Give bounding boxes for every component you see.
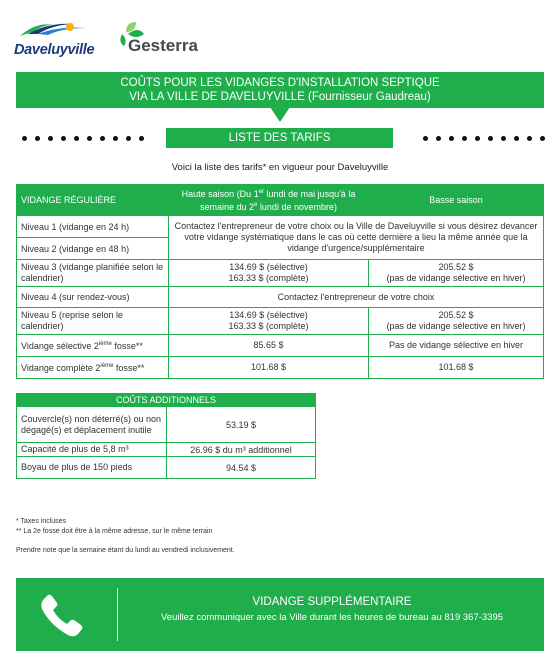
- row-label-niveau-5: Niveau 5 (reprise selon le calendrier): [17, 308, 169, 335]
- table-row: [17, 357, 544, 379]
- row-label-niveau-1: Niveau 1 (vidange en 24 h): [17, 216, 169, 238]
- table-row: [17, 335, 544, 357]
- table-row: [17, 308, 544, 335]
- footer-contact-text: Veuillez communiquer avec la Ville durant les heures de bureau au 819 367-3395: [160, 612, 504, 623]
- header-logos: [14, 14, 198, 58]
- table-row: [17, 216, 544, 238]
- additional-label: Couvercle(s) non déterré(s) ou non dégagé(s) et déplacement inutile: [17, 407, 167, 443]
- daveluyville-logo-icon: [18, 18, 88, 40]
- footer-banner: [16, 578, 544, 651]
- dots-right: [423, 136, 545, 142]
- footnotes: [16, 517, 212, 537]
- row-label-niveau-4: Niveau 4 (sur rendez-vous): [17, 287, 169, 308]
- intro-text: Voici la liste des tarifs* en vigueur pour Daveluyville: [171, 162, 389, 173]
- row-label-complete: Vidange complète 2ième fosse**: [17, 357, 169, 379]
- daveluyville-wordmark: Daveluyville: [14, 42, 95, 58]
- banner-arrow: [270, 107, 290, 122]
- footer-title: VIDANGE SUPPLÉMENTAIRE: [252, 596, 412, 608]
- banner-line-2: [16, 90, 544, 104]
- row-label-niveau-3: Niveau 3 (vidange planifiée selon le calendrier): [17, 260, 169, 287]
- footnote-taxes: * Taxes incluses: [16, 518, 67, 525]
- gesterra-wordmark: Gesterra: [128, 36, 198, 55]
- niveau-5-basse-saison: 205.52 $ (pas de vidange sélective en hiver): [369, 308, 544, 335]
- selective-haute-saison: 85.65 $: [169, 335, 369, 357]
- footer-separator: [117, 588, 118, 641]
- phone-icon: [38, 593, 88, 639]
- table-row: [17, 457, 316, 479]
- additional-value: 53.19 $: [167, 407, 316, 443]
- additional-value: 94.54 $: [167, 457, 316, 479]
- additional-label: Boyau de plus de 150 pieds: [17, 457, 167, 479]
- banner-line-2-main: VIA LA VILLE DE DAVELUYVILLE: [129, 91, 305, 103]
- additional-value: 26.96 $ du m³ additionnel: [167, 443, 316, 457]
- niveau-3-basse-saison: 205.52 $ (pas de vidange sélective en hiver): [369, 260, 544, 287]
- table-row: [17, 407, 316, 443]
- additional-costs-table: [16, 393, 316, 479]
- row-label-selective: Vidange sélective 2ième fosse**: [17, 335, 169, 357]
- selective-basse-saison: Pas de vidange sélective en hiver: [369, 335, 544, 357]
- banner-line-2-supplier: (Fournisseur Gaudreau): [308, 91, 431, 103]
- daveluyville-logo: [14, 18, 104, 58]
- title-banner: [16, 72, 544, 108]
- tarifs-table: [16, 184, 544, 379]
- footnote-second-tank: ** La 2e fosse doit être à la même adresse, sur le même terrain: [16, 528, 213, 535]
- additional-costs-title: COÛTS ADDITIONNELS: [17, 394, 316, 407]
- footnote-week: Prendre note que la semaine étant du lundi au vendredi inclusivement.: [16, 547, 235, 554]
- header-haute-saison: Haute saison (Du 1er lundi de mai jusqu'à la semaine du 2e lundi de novembre): [169, 185, 369, 216]
- table-row: [17, 260, 544, 287]
- table-header-row: [17, 185, 544, 216]
- header-vidange-reguliere: VIDANGE RÉGULIÈRE: [17, 185, 169, 216]
- header-basse-saison: Basse saison: [369, 185, 544, 216]
- niveau-4-info: Contactez l'entrepreneur de votre choix: [169, 287, 544, 308]
- complete-haute-saison: 101.68 $: [169, 357, 369, 379]
- complete-basse-saison: 101.68 $: [369, 357, 544, 379]
- table-row: [17, 287, 544, 308]
- banner-line-1: COÛTS POUR LES VIDANGES D'INSTALLATION SEPTIQUE: [120, 77, 440, 89]
- additional-label: Capacité de plus de 5,8 m³: [17, 443, 167, 457]
- table-row: [17, 443, 316, 457]
- niveau-5-haute-saison: 134.69 $ (sélective) 163.33 $ (complète): [169, 308, 369, 335]
- niveau-1-2-info: Contactez l'entrepreneur de votre choix ou la Ville de Daveluyville si vous désirez devancer votre vidange systématique dans le cas où cette dernière a lieu la même année que la vidange d'urgence/supplémentaire: [169, 216, 544, 260]
- gesterra-logo: [118, 18, 198, 58]
- row-label-niveau-2: Niveau 2 (vidange en 48 h): [17, 238, 169, 260]
- dots-left: [22, 136, 144, 142]
- tarifs-title: LISTE DES TARIFS: [166, 128, 393, 148]
- niveau-3-haute-saison: 134.69 $ (sélective) 163.33 $ (complète): [169, 260, 369, 287]
